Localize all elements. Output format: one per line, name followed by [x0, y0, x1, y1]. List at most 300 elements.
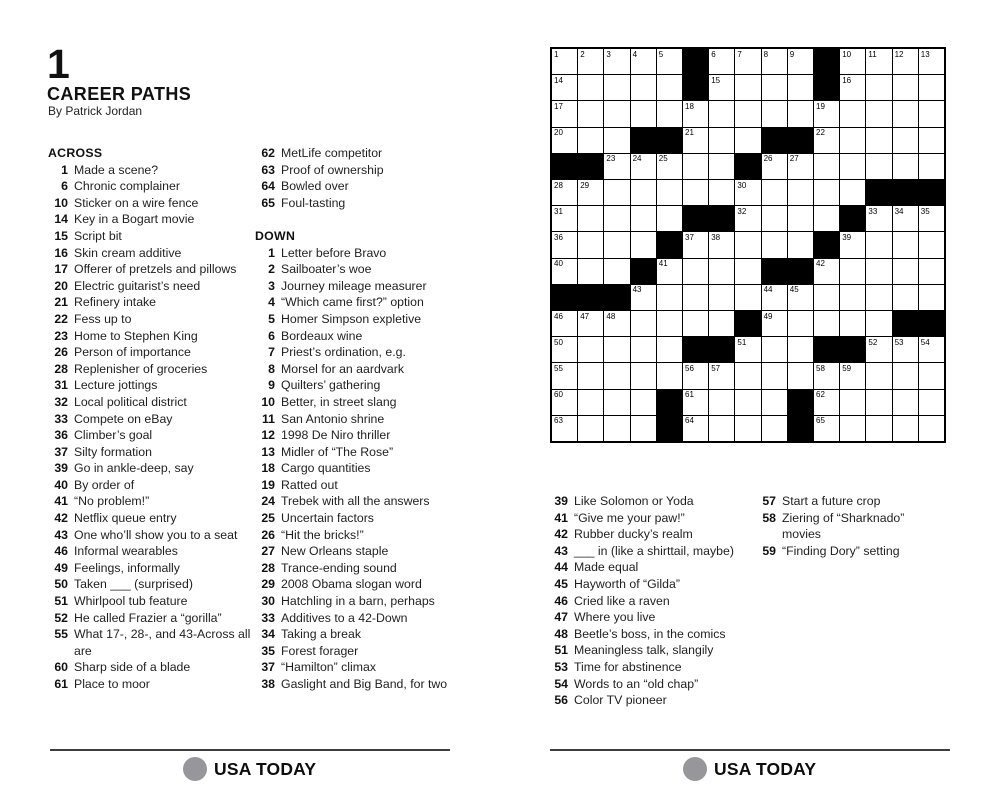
cell-number: 29 — [580, 180, 590, 190]
grid-cell — [552, 180, 577, 205]
black-cell — [683, 206, 708, 231]
clue-number: 1 — [268, 245, 275, 260]
clue-text: 1998 De Niro thriller — [281, 428, 391, 443]
black-cell — [657, 416, 682, 441]
cell-number: 48 — [606, 311, 616, 321]
grid-cell — [578, 101, 603, 126]
grid-cell — [762, 311, 787, 336]
clue-number: 64 — [261, 179, 275, 194]
black-cell — [578, 285, 603, 310]
grid-cell — [683, 180, 708, 205]
clue-item — [48, 344, 262, 361]
clue-text: Script bit — [74, 228, 122, 243]
grid-cell — [762, 75, 787, 100]
clue-number: 4 — [268, 295, 275, 310]
puzzle-number: 1 — [47, 41, 71, 87]
clue-text: Where you live — [574, 610, 656, 625]
clue-number: 43 — [54, 527, 68, 542]
clue-item — [548, 543, 763, 560]
grid-cell — [604, 154, 629, 179]
clue-number: 39 — [554, 494, 568, 508]
grid-cell — [657, 337, 682, 362]
grid-cell — [840, 259, 865, 284]
grid-cell — [788, 232, 813, 257]
grid-cell — [578, 259, 603, 284]
clue-text: Time for abstinence — [574, 659, 682, 674]
black-cell — [762, 128, 787, 153]
cell-number: 51 — [737, 337, 747, 347]
cell-number: 65 — [816, 416, 825, 426]
clue-text: One who’ll show you to a seat — [74, 527, 238, 542]
grid-cell — [735, 285, 760, 310]
cell-number: 13 — [920, 49, 930, 59]
grid-cell — [840, 416, 865, 441]
clue-item — [255, 560, 460, 577]
cell-number: 4 — [632, 49, 638, 59]
clue-text: 2008 Obama slogan word — [281, 577, 422, 592]
black-cell — [840, 337, 865, 362]
grid-cell — [604, 49, 629, 74]
clue-number: 63 — [261, 162, 275, 177]
clue-item — [48, 361, 262, 378]
clue-number: 9 — [268, 378, 275, 393]
grid-cell — [578, 337, 603, 362]
grid-cell — [840, 75, 865, 100]
clue-number: 33 — [261, 610, 275, 625]
clue-text: Chronic complainer — [74, 179, 180, 194]
clue-item — [48, 261, 262, 278]
clue-item — [48, 228, 262, 245]
grid-cell — [788, 285, 813, 310]
grid-cell — [552, 232, 577, 257]
clue-text: Color TV pioneer — [574, 693, 667, 708]
grid-cell — [762, 154, 787, 179]
clue-number: 48 — [554, 626, 568, 641]
black-cell — [893, 180, 918, 205]
grid-cell — [735, 363, 760, 388]
black-cell — [683, 75, 708, 100]
grid-cell — [578, 180, 603, 205]
byline: By Patrick Jordan — [48, 104, 143, 118]
grid-cell — [735, 75, 760, 100]
grid-cell — [919, 154, 944, 179]
grid-cell — [893, 154, 918, 179]
grid-cell — [604, 416, 629, 441]
grid-cell — [919, 75, 944, 100]
cell-number: 41 — [658, 259, 668, 269]
clue-text: Start a future crop — [782, 494, 881, 508]
clue-text: Compete on eBay — [74, 411, 173, 426]
clue-item — [48, 427, 262, 444]
clue-text: Place to moor — [74, 677, 150, 691]
clue-text: Words to an “old chap” — [574, 676, 699, 691]
clue-number: 27 — [261, 544, 275, 559]
cell-number: 2 — [580, 49, 585, 59]
grid-cell — [604, 180, 629, 205]
cell-number: 53 — [894, 337, 904, 347]
cell-number: 61 — [685, 390, 694, 400]
clue-item — [255, 361, 460, 378]
clue-number: 54 — [554, 676, 568, 691]
cell-number: 39 — [842, 232, 852, 242]
clue-item — [255, 444, 460, 461]
cell-number: 34 — [894, 206, 904, 216]
clue-text: Beetle’s boss, in the comics — [574, 626, 726, 641]
cell-number: 15 — [711, 75, 721, 85]
grid-cell — [866, 259, 891, 284]
clue-number: 37 — [261, 660, 275, 675]
grid-cell — [709, 390, 734, 415]
clue-item — [255, 377, 460, 394]
grid-cell — [683, 311, 708, 336]
clue-number: 62 — [261, 146, 275, 160]
clue-number: 20 — [54, 278, 68, 293]
clue-text: Bordeaux wine — [281, 328, 363, 343]
clue-item — [48, 328, 262, 345]
clue-number: 28 — [261, 560, 275, 575]
clue-text: Quilters’ gathering — [281, 378, 381, 393]
clue-number: 49 — [54, 560, 68, 575]
grid-cell — [578, 390, 603, 415]
cell-number: 45 — [789, 285, 799, 295]
clue-number: 28 — [54, 361, 68, 376]
cell-number: 6 — [711, 49, 716, 59]
cell-number: 9 — [789, 49, 795, 59]
clue-column-3 — [548, 493, 763, 709]
black-cell — [735, 311, 760, 336]
clue-number: 51 — [554, 643, 568, 658]
grid-cell — [709, 49, 734, 74]
grid-cell — [814, 363, 839, 388]
grid-cell — [709, 75, 734, 100]
grid-cell — [683, 390, 708, 415]
black-cell — [788, 259, 813, 284]
across-clues-column-1 — [48, 162, 262, 693]
cell-number: 38 — [711, 232, 721, 242]
cell-number: 43 — [632, 285, 642, 295]
black-cell — [814, 232, 839, 257]
grid-cell — [578, 49, 603, 74]
clue-item — [48, 560, 262, 577]
grid-cell — [683, 154, 708, 179]
footer-rule-left — [50, 749, 450, 751]
grid-cell — [814, 259, 839, 284]
usatoday-logo-left — [183, 757, 316, 781]
grid-cell — [552, 337, 577, 362]
black-cell — [735, 154, 760, 179]
clue-number: 6 — [268, 328, 275, 343]
clue-text: Cargo quantities — [281, 461, 371, 476]
clue-number: 25 — [261, 511, 275, 526]
grid-cell — [604, 259, 629, 284]
down-clues-column-4 — [756, 493, 946, 559]
grid-cell — [709, 154, 734, 179]
cell-number: 60 — [554, 390, 563, 400]
grid-cell — [788, 75, 813, 100]
grid-cell — [552, 259, 577, 284]
clue-text: Silty formation — [74, 444, 152, 459]
cell-number: 31 — [554, 206, 563, 216]
grid-cell — [762, 416, 787, 441]
clue-item — [548, 593, 763, 610]
grid-cell — [709, 311, 734, 336]
clue-item — [255, 195, 460, 212]
clue-item — [756, 543, 946, 560]
clue-item — [48, 576, 262, 593]
clue-item — [548, 510, 763, 527]
clue-item — [48, 510, 262, 527]
clue-number: 51 — [54, 594, 68, 609]
black-cell — [578, 154, 603, 179]
clue-number: 19 — [261, 477, 275, 492]
clue-number: 31 — [54, 378, 68, 393]
clue-number: 56 — [554, 693, 568, 708]
clue-number: 3 — [268, 278, 275, 293]
cell-number: 7 — [737, 49, 742, 59]
grid-cell — [788, 206, 813, 231]
clue-item — [255, 593, 460, 610]
clue-item — [548, 692, 763, 709]
clue-number: 46 — [554, 593, 568, 608]
grid-cell — [604, 232, 629, 257]
black-cell — [866, 180, 891, 205]
clue-number: 38 — [261, 677, 275, 691]
clue-item — [255, 145, 460, 162]
cell-number: 58 — [816, 363, 825, 373]
grid-cell — [814, 128, 839, 153]
cell-number: 36 — [554, 232, 563, 242]
clue-number: 41 — [54, 494, 68, 509]
clue-text: Lecture jottings — [74, 378, 158, 393]
down-heading: DOWN — [255, 228, 296, 243]
grid-cell — [552, 206, 577, 231]
clue-number: 18 — [261, 461, 275, 476]
clue-item — [48, 593, 262, 610]
clue-number: 1 — [61, 162, 68, 177]
clue-item — [255, 311, 460, 328]
clue-item — [48, 377, 262, 394]
usatoday-circle-icon — [683, 757, 707, 781]
grid-cell — [893, 363, 918, 388]
clue-item — [255, 162, 460, 179]
cell-number: 12 — [894, 49, 904, 59]
grid-cell — [840, 232, 865, 257]
clue-item — [548, 626, 763, 643]
clue-number: 58 — [762, 510, 776, 525]
grid-cell — [578, 232, 603, 257]
cell-number: 55 — [554, 363, 563, 373]
clue-number: 30 — [261, 594, 275, 609]
grid-cell — [893, 49, 918, 74]
clue-number: 55 — [54, 627, 68, 642]
usatoday-wordmark: USA TODAY — [214, 758, 317, 779]
grid-cell — [788, 154, 813, 179]
usatoday-logo-right — [683, 757, 816, 781]
cell-number: 37 — [685, 232, 694, 242]
clue-text: “Give me your paw!” — [574, 510, 685, 525]
clue-text: “Hit the bricks!” — [281, 527, 364, 542]
clue-item — [255, 411, 460, 428]
clue-item — [255, 659, 460, 676]
clue-text: Meaningless talk, slangily — [574, 643, 714, 658]
clue-text: Refinery intake — [74, 295, 157, 310]
cell-number: 47 — [580, 311, 590, 321]
clue-number: 41 — [554, 510, 568, 525]
clue-text: Go in ankle-deep, say — [74, 461, 194, 476]
grid-cell — [814, 390, 839, 415]
clue-text: Better, in street slang — [281, 394, 397, 409]
black-cell — [788, 390, 813, 415]
grid-cell — [709, 416, 734, 441]
black-cell — [814, 49, 839, 74]
clue-number: 36 — [54, 428, 68, 443]
cell-number: 50 — [554, 337, 563, 347]
clue-item — [756, 510, 946, 543]
cell-number: 35 — [920, 206, 930, 216]
clue-number: 61 — [54, 677, 68, 691]
cell-number: 30 — [737, 180, 747, 190]
clue-number: 16 — [54, 245, 68, 260]
grid-cell — [683, 363, 708, 388]
grid-cell — [735, 101, 760, 126]
clue-item — [548, 576, 763, 593]
cell-number: 63 — [554, 416, 563, 426]
clue-number: 59 — [762, 543, 776, 558]
grid-cell — [762, 180, 787, 205]
clue-item — [548, 526, 763, 543]
grid-cell — [578, 416, 603, 441]
clue-text: By order of — [74, 477, 135, 492]
cell-number: 20 — [554, 128, 563, 138]
black-cell — [762, 259, 787, 284]
clue-text: Homer Simpson expletive — [281, 311, 422, 326]
clue-number: 34 — [261, 627, 275, 642]
black-cell — [683, 49, 708, 74]
grid-cell — [709, 128, 734, 153]
clue-number: 39 — [54, 461, 68, 476]
clue-item — [48, 195, 262, 212]
cell-number: 26 — [763, 154, 773, 164]
grid-cell — [840, 154, 865, 179]
clue-item — [48, 162, 262, 179]
grid-cell — [683, 416, 708, 441]
grid-cell — [604, 337, 629, 362]
clue-item — [548, 642, 763, 659]
clue-number: 8 — [268, 361, 275, 376]
grid-cell — [840, 128, 865, 153]
clue-item — [48, 311, 262, 328]
grid-cell — [840, 101, 865, 126]
black-cell — [657, 232, 682, 257]
clue-text: Proof of ownership — [281, 162, 384, 177]
grid-cell — [631, 49, 656, 74]
clue-text: Ratted out — [281, 477, 338, 492]
clue-text: Cried like a raven — [574, 593, 670, 608]
clue-item — [48, 211, 262, 228]
cell-number: 44 — [763, 285, 773, 295]
cell-number: 59 — [842, 363, 852, 373]
grid-cell — [604, 206, 629, 231]
grid-cell — [866, 101, 891, 126]
clue-item — [48, 543, 262, 560]
clue-item — [255, 643, 460, 660]
grid-cell — [762, 206, 787, 231]
clue-column-1 — [48, 145, 262, 693]
clue-text: Skin cream additive — [74, 245, 182, 260]
cell-number: 49 — [763, 311, 773, 321]
clue-text: Sharp side of a blade — [74, 660, 191, 675]
grid-cell — [683, 285, 708, 310]
clue-number: 26 — [54, 345, 68, 360]
grid-cell — [552, 311, 577, 336]
clue-column-2 — [255, 145, 460, 693]
clue-text: “No problem!” — [74, 494, 150, 509]
grid-cell — [762, 390, 787, 415]
clue-item — [255, 493, 460, 510]
clue-text: Bowled over — [281, 179, 349, 194]
cell-number: 52 — [868, 337, 878, 347]
across-tail-column-2 — [255, 145, 460, 211]
grid-cell — [709, 232, 734, 257]
clue-text: Hayworth of “Gilda” — [574, 576, 680, 591]
grid-cell — [604, 75, 629, 100]
clue-number: 2 — [268, 262, 275, 277]
clue-text: What 17-, 28-, and 43-Across all are — [74, 627, 251, 658]
grid-cell — [552, 416, 577, 441]
clue-number: 47 — [554, 610, 568, 625]
grid-cell — [604, 128, 629, 153]
clue-number: 44 — [554, 560, 568, 575]
puzzle-title: CAREER PATHS — [47, 84, 192, 104]
clue-text: Electric guitarist’s need — [74, 278, 201, 293]
column-gap — [255, 211, 460, 228]
black-cell — [814, 337, 839, 362]
cell-number: 22 — [816, 128, 825, 138]
grid-cell — [788, 337, 813, 362]
clue-text: Sticker on a wire fence — [74, 195, 199, 210]
grid-cell — [604, 311, 629, 336]
clue-number: 53 — [554, 659, 568, 674]
grid-cell — [840, 390, 865, 415]
clue-number: 22 — [54, 311, 68, 326]
clue-item — [48, 245, 262, 262]
black-cell — [919, 180, 944, 205]
grid-cell — [866, 206, 891, 231]
clue-text: Taken ___ (surprised) — [74, 577, 193, 592]
black-cell — [683, 337, 708, 362]
black-cell — [814, 75, 839, 100]
grid-cell — [788, 363, 813, 388]
grid-cell — [709, 285, 734, 310]
black-cell — [657, 390, 682, 415]
clue-text: Trance-ending sound — [281, 560, 397, 575]
grid-cell — [709, 101, 734, 126]
clue-number: 42 — [554, 527, 568, 542]
grid-cell — [840, 180, 865, 205]
clue-number: 37 — [54, 444, 68, 459]
grid-cell — [893, 416, 918, 441]
grid-cell — [866, 285, 891, 310]
clue-item — [548, 493, 763, 510]
clue-number: 10 — [261, 394, 275, 409]
grid-cell — [735, 232, 760, 257]
grid-cell — [866, 75, 891, 100]
clue-text: Ziering of “Sharknado” movies — [782, 510, 905, 542]
black-cell — [709, 206, 734, 231]
cell-number: 62 — [816, 390, 825, 400]
grid-cell — [735, 49, 760, 74]
grid-cell — [657, 49, 682, 74]
